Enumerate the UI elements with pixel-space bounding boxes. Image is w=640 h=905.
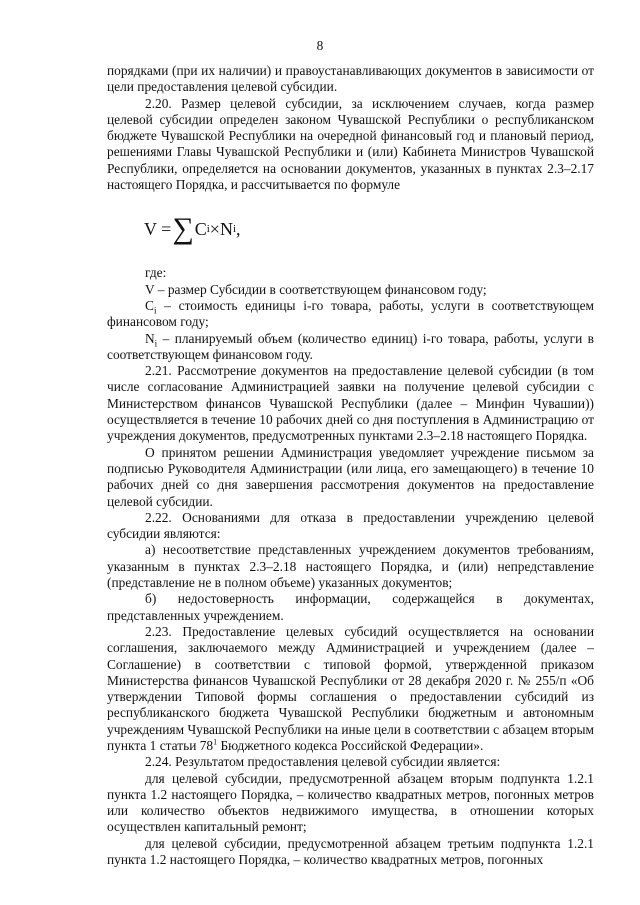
paragraph-2-24: 2.24. Результатом предоставления целевой субсидии является: [145, 754, 501, 770]
formula-n: N [219, 219, 233, 240]
definition-c: $C_i$ – стоимость единицы i-го товара, работы, услуги в соответствующем финансовом году; [107, 297, 594, 330]
paragraph-2-22-b: б) недостоверность информации, содержащейся в документах, представленных учреждением. [107, 591, 594, 623]
paragraph-continuation: порядками (при их наличии) и правоустанавливающих документов в зависимости от цели предоставления целевой субсидии. [107, 63, 594, 95]
definition-v: V – размер Субсидии в соответствующем финансовом году; [145, 281, 487, 297]
paragraph-2-21-decision: О принятом решении Администрация уведомляет учреждение письмом за подписью Руководителя Администрации (или лица, его замещающего) в течение 10 рабочих дней со дня завершения рассмотрения документов на предоставление целевой субсидии. [107, 444, 594, 509]
formula-c-index: i [206, 223, 210, 236]
paragraph-2-24-capital-repair: для целевой субсидии, предусмотренной абзацем вторым подпункта 1.2.1 пункта 1.2 настоящего Порядка, – количество квадратных метров, погонных метров или количество объектов недвижимого имущества, в отношении которых осуществлен капитальный ремонт; [107, 770, 594, 835]
formula-lhs: V = [144, 219, 172, 240]
formula-sum-sign: ∑ [172, 212, 194, 246]
paragraph-2-22-a: а) несоответствие представленных учреждением документов требованиям, указанным в пунктах 2.3–2.18 настоящего Порядка, и (или) непредставление (представление не в полном объеме) указанных документов; [107, 542, 594, 591]
where-label: где: [145, 265, 167, 281]
formula-tail: , [236, 219, 241, 240]
paragraph-2-23: 2.23. Предоставление целевых субсидий осуществляется на основании соглашения, заключаемого между Администрацией и учреждением (далее – Соглашение) в соответствии с типовой формой, утвержденной приказом Министерства финансов Чувашской Республики от 28 декабря 2020 г. № 255/п «Об утверждении Типовой формы соглашения о предоставлении субсидий из республиканского бюджета Чувашской Республики бюджетным и автономным учреждениям Чувашской Республики на иные цели в соответствии с абзацем вторым пункта 1 статьи $78^1$ Бюджетного кодекса Российской Федерации». [107, 623, 594, 753]
formula-times: × [209, 219, 220, 240]
paragraph-2-20: 2.20. Размер целевой субсидии, за исключением случаев, когда размер целевой субсидии определен законом Чувашской Республики о республиканском бюджете Чувашской Республики на очередной финансовый год и плановый период, решениями Главы Чувашской Республики и (или) Кабинета Министров Чувашской Республики, определяется на основании документов, указанных в пунктах 2.3–2.17 настоящего Порядка, и рассчитывается по формуле [107, 95, 594, 193]
subsidy-formula [107, 193, 594, 265]
paragraph-2-24-third: для целевой субсидии, предусмотренной абзацем третьим подпункта 1.2.1 пункта 1.2 настоящего Порядка, – количество квадратных метров, погонных [107, 835, 594, 868]
definition-n: $N_i$ – планируемый объем (количество единиц) i-го товара, работы, услуги в соответствующем финансовом году. [107, 330, 594, 362]
document-body [107, 63, 594, 868]
paragraph-2-22: 2.22. Основаниями для отказа в предоставлении учреждению целевой субсидии являются: [107, 509, 594, 542]
page-number: 8 [316, 38, 324, 53]
paragraph-2-21: 2.21. Рассмотрение документов на предоставление целевой субсидии (в том числе согласование Администрацией заявки на получение целевой субсидии с Министерством финансов Чувашской Республики (далее – Минфин Чувашии)) осуществляется в течение 10 рабочих дней со дня поступления в Администрацию от учреждения документов, предусмотренных пунктами 2.3–2.18 настоящего Порядка. [107, 363, 594, 444]
formula-n-index: i [232, 223, 237, 236]
formula-c: C [194, 219, 207, 240]
